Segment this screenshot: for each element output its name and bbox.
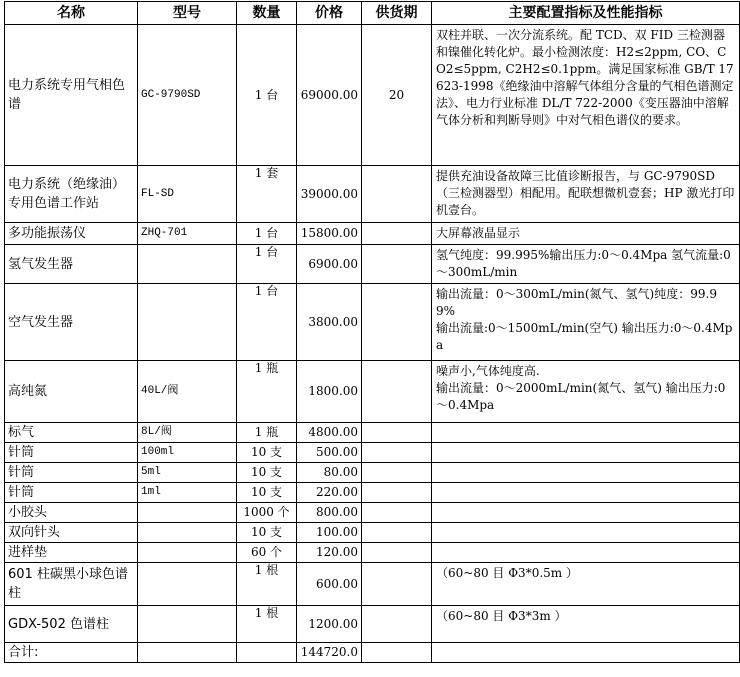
item-quantity: 1000 个 [237, 503, 297, 523]
item-quantity: 10 支 [237, 443, 297, 463]
item-price: 15800.00 [297, 223, 362, 245]
item-quantity: 10 支 [237, 483, 297, 503]
item-name: 多功能振荡仪 [5, 223, 138, 245]
item-price: 80.00 [297, 463, 362, 483]
table-row [5, 483, 740, 503]
item-spec: （60~80 目 Φ3*3m ） [432, 606, 740, 643]
item-spec [432, 503, 740, 523]
table-row [5, 223, 740, 245]
item-delivery [362, 523, 432, 543]
item-model: GC-9790SD [138, 25, 237, 166]
item-delivery [362, 245, 432, 284]
col-header-delivery: 供货期 [362, 2, 432, 25]
table-row [5, 423, 740, 443]
col-header-model: 型号 [138, 2, 237, 25]
item-spec [432, 463, 740, 483]
table-row [5, 503, 740, 523]
item-quantity: 1 套 [237, 166, 297, 223]
table-row [5, 166, 740, 223]
item-quantity: 1 根 [237, 606, 297, 643]
item-model: FL-SD [138, 166, 237, 223]
item-spec [432, 483, 740, 503]
item-delivery [362, 423, 432, 443]
table-row [5, 284, 740, 361]
item-model [138, 563, 237, 606]
col-header-price: 价格 [297, 2, 362, 25]
item-quantity: 1 台 [237, 223, 297, 245]
item-spec: 氢气纯度：99.995%输出压力:0～0.4Mpa 氢气流量:0～300mL/min [432, 245, 740, 284]
item-delivery [362, 503, 432, 523]
item-price: 1200.00 [297, 606, 362, 643]
item-delivery [362, 606, 432, 643]
item-price: 69000.00 [297, 25, 362, 166]
item-model [138, 523, 237, 543]
item-price: 6900.00 [297, 245, 362, 284]
item-price: 39000.00 [297, 166, 362, 223]
item-name: 进样垫 [5, 543, 138, 563]
item-name: 601 柱碳黑小球色谱柱 [5, 563, 138, 606]
item-spec: 大屏幕液晶显示 [432, 223, 740, 245]
item-name: 氢气发生器 [5, 245, 138, 284]
item-quantity: 60 个 [237, 543, 297, 563]
item-name: 小胶头 [5, 503, 138, 523]
item-name: 针筒 [5, 463, 138, 483]
item-price: 4800.00 [297, 423, 362, 443]
quotation-table [4, 1, 740, 663]
item-spec [432, 443, 740, 463]
col-header-quantity: 数量 [237, 2, 297, 25]
item-model [138, 245, 237, 284]
item-spec: （60~80 目 Φ3*0.5m ） [432, 563, 740, 606]
item-delivery [362, 563, 432, 606]
item-spec [432, 523, 740, 543]
item-model [138, 503, 237, 523]
item-quantity: 1 台 [237, 245, 297, 284]
table-row [5, 463, 740, 483]
item-name: 针筒 [5, 443, 138, 463]
item-delivery [362, 443, 432, 463]
item-delivery: 20 [362, 25, 432, 166]
item-name: 电力系统（绝缘油）专用色谱工作站 [5, 166, 138, 223]
item-model [138, 284, 237, 361]
total-label: 合计: [5, 643, 138, 663]
table-row [5, 443, 740, 463]
item-name: 标气 [5, 423, 138, 443]
item-quantity: 1 瓶 [237, 423, 297, 443]
table-row [5, 543, 740, 563]
item-quantity: 10 支 [237, 523, 297, 543]
item-delivery [362, 166, 432, 223]
item-name: 电力系统专用气相色谱 [5, 25, 138, 166]
item-model: 100ml [138, 443, 237, 463]
item-spec: 噪声小,气体纯度高. 输出流量：0～2000mL/min(氮气、氢气) 输出压力:0～0.4Mpa [432, 361, 740, 423]
item-delivery [362, 463, 432, 483]
item-delivery [362, 361, 432, 423]
item-price: 500.00 [297, 443, 362, 463]
item-name: 双向针头 [5, 523, 138, 543]
item-model [138, 543, 237, 563]
item-model [138, 606, 237, 643]
item-delivery [362, 284, 432, 361]
item-price: 3800.00 [297, 284, 362, 361]
item-quantity: 1 台 [237, 284, 297, 361]
col-header-name: 名称 [5, 2, 138, 25]
item-spec [432, 543, 740, 563]
item-name: GDX-502 色谱柱 [5, 606, 138, 643]
table-row [5, 563, 740, 606]
item-spec [432, 423, 740, 443]
item-delivery [362, 483, 432, 503]
col-header-spec: 主要配置指标及性能指标 [432, 2, 740, 25]
item-price: 1800.00 [297, 361, 362, 423]
table-row [5, 606, 740, 643]
total-row [5, 643, 740, 663]
item-quantity: 1 台 [237, 25, 297, 166]
item-price: 220.00 [297, 483, 362, 503]
table-row [5, 361, 740, 423]
item-model: ZHQ-701 [138, 223, 237, 245]
item-quantity: 1 瓶 [237, 361, 297, 423]
table-row [5, 523, 740, 543]
item-name: 针筒 [5, 483, 138, 503]
item-quantity: 1 根 [237, 563, 297, 606]
item-price: 120.00 [297, 543, 362, 563]
item-model: 1ml [138, 483, 237, 503]
item-spec: 提供充油设备故障三比值诊断报告，与 GC-9790SD（三检测器型）相配用。配联想微机壹套；HP 激光打印机壹台。 [432, 166, 740, 223]
item-spec: 输出流量：0～300mL/min(氮气、氢气)纯度：99.99% 输出流量:0～1500mL/min(空气) 输出压力:0～0.4Mpa [432, 284, 740, 361]
item-name: 空气发生器 [5, 284, 138, 361]
item-spec: 双柱并联、一次分流系统。配 TCD、双 FID 三检测器和镍催化转化炉。最小检测浓度：H2≤2ppm, CO、CO2≤5ppm, C2H2≤0.1ppm。满足国家标准 GB/T 17623-1998《绝缘油中溶解气体组分含量的气相色谱测定法》、电力行业标准 DL/T 722-2000《变压器油中溶解气体分析和判断导则》中对气相色谱仪的要求。 [432, 25, 740, 166]
item-model: 8L/阀 [138, 423, 237, 443]
item-name: 高纯氮 [5, 361, 138, 423]
item-model: 40L/阀 [138, 361, 237, 423]
item-delivery [362, 543, 432, 563]
item-model: 5ml [138, 463, 237, 483]
item-price: 100.00 [297, 523, 362, 543]
header-row [5, 2, 740, 25]
item-quantity: 10 支 [237, 463, 297, 483]
table-row [5, 245, 740, 284]
item-price: 600.00 [297, 563, 362, 606]
total-price: 144720.0 [297, 643, 362, 663]
item-price: 800.00 [297, 503, 362, 523]
item-delivery [362, 223, 432, 245]
table-row [5, 25, 740, 166]
